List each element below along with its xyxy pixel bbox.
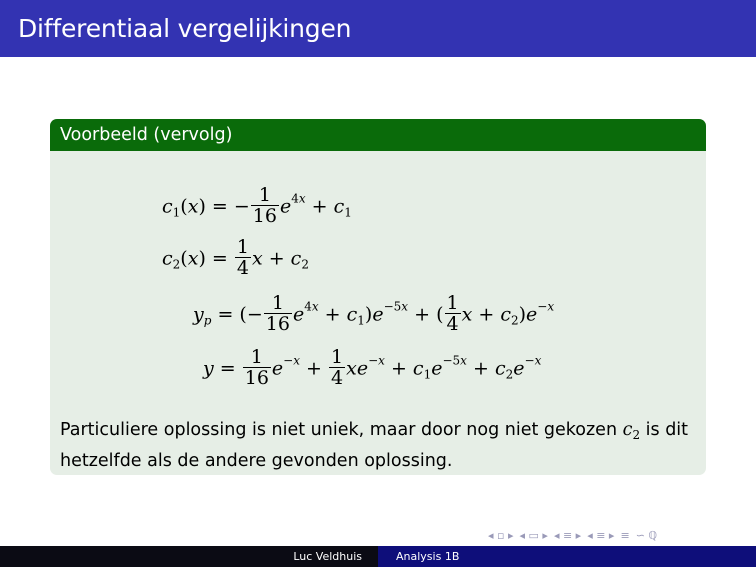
footer-author-box <box>0 546 378 567</box>
nav-section-icon[interactable]: ◂ ≡ ▸ <box>553 528 582 542</box>
block-title: Voorbeeld (vervolg) <box>50 119 706 151</box>
slide-title: Differentiaal vergelijkingen <box>18 14 352 43</box>
nav-align-icon[interactable]: ≡ <box>620 528 630 542</box>
footer-course: Analysis 1B <box>396 550 460 563</box>
nav-search-icon[interactable]: ∽ ℚ <box>635 528 658 542</box>
equation-y: y = $\frac{1}{16}$ $e^{-x}$ + $\frac{1}{4}$ $xe^{-x} + c_1e^{-5x} + c_2e^{-x}$ <box>203 346 542 389</box>
example-block <box>50 119 706 475</box>
footer-author: Luc Veldhuis <box>293 550 362 563</box>
nav-subsection-icon[interactable]: ◂ ▭ ▸ <box>519 528 548 542</box>
footer <box>0 546 756 567</box>
block-text: Particuliere oplossing is niet uniek, maar door nog niet gekozen $c_2$ is dit hetzelfde als de andere gevonden oplossing. <box>60 420 689 471</box>
footer-course-box <box>378 546 756 567</box>
equation-c2: $c_2(x)$ = $\frac{1}{4}$ $x + c_2$ <box>162 236 309 279</box>
beamer-navigation[interactable] <box>488 527 657 543</box>
nav-frame-icon[interactable]: ◂ ▫ ▸ <box>488 528 514 542</box>
nav-doc-icon[interactable]: ◂ ≡ ▸ <box>587 528 615 542</box>
equation-yp: $y_p$ = (− $\frac{1}{16}$ $e^{4x} + c_1)e^{-5x}$ + ( $\frac{1}{4}$ $x + c_2)e^{-x}$ <box>193 292 555 335</box>
slide-title-bar <box>0 0 756 57</box>
equation-c1: $c_1(x)$ = − $\frac{1}{16}$ $e^{4x} + c_1$ <box>162 184 352 227</box>
